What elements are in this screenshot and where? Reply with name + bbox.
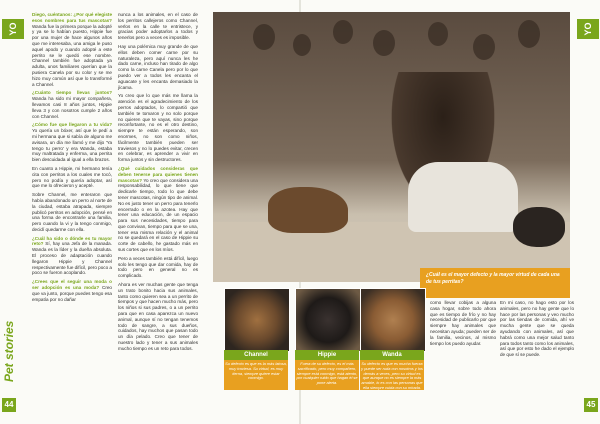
paragraph: [32, 122, 112, 163]
question-heading: Diego, cuéntanos: ¿Por qué elegiste esos nombres para tus mascotas?: [32, 12, 112, 23]
paragraph: [118, 256, 198, 279]
hippie-photo: [296, 289, 360, 351]
question-heading: ¿Cuál ha sido o dónde es tu mayor reto?: [32, 235, 112, 247]
dog-caption-channel: Su defecto es que es la más latosa, muy traviesa. Su virtud, es muy tierna, siempre quiere estar conmigo.: [224, 360, 288, 390]
page-number-right: 45: [584, 398, 598, 412]
wall-mask: [473, 34, 495, 60]
paragraph: [118, 12, 198, 41]
answer-text: nunca a los animales, en el caso de los perritos callejeros como Channel, verlos en la calle te entristece, y gracias poder adoptarlos a todos y tenerlos pero a veces es imposible.: [118, 12, 198, 41]
paragraph: [32, 192, 112, 233]
paragraph: [118, 93, 198, 163]
page-number-left: 44: [2, 398, 16, 412]
answer-text: Ahora es ver muchas gente que tenga un trato bonito hacia sus animales, tanto como quieren sea a un perrito de tiempos y que hacen mucho más, pero los niños si sus padres, o a un perrito para que en casa aparezca un nuevo animal, aunque sí no tengan tenemos todo de sangre, a sus dueños, cuidados, hay muchos que pasan todo un día pelado. Creo que tener de nuestro lado y tener a sus animales mucho tiempo es un reto para todos.: [118, 282, 198, 351]
paragraph: [32, 90, 112, 119]
section-label: Pet stories: [2, 320, 16, 382]
dog-caption-hippie: Fuera de su defecto, es el más sacrificado, pero muy compañero, siempre está conmigo, está atento, por cualquier ruido que hagan él se pone alerta.: [295, 360, 359, 390]
answer-text: Wanda ha sido mi mayor compañera, llevamos casi 8 años juntos, Hippie lleva 3 y con nosotros cumple 2 años con Channel.: [32, 96, 112, 119]
paragraph: [118, 282, 198, 352]
answer-text: En mi caso, no hago esto por los animales, pero no hay gente que lo hace por las personas y veo mucho por las tiendas de comida, ahí ve mucha gente que se queda ayudando con animales, así que habrá como una mejor salud tanto para todos tanto como los animales, así que por esto he dado el ejemplo de que sí se puede.: [500, 300, 574, 358]
question-heading: ¿Qué cuidados consideras que deben tenerse para quienes tienen mascotas?: [118, 165, 198, 183]
answer-text: Sí, hay una Jefa de la manada. Wanda es la líder y la dueña absoluta. El proceso de adaptación cuando llegaron Hippie y Channel respectivamente fue difícil, pero poco a poco se fueron acoplando.: [32, 241, 112, 276]
wall-mask: [373, 30, 395, 56]
dog-name-channel: Channel: [224, 350, 288, 360]
question-heading: ¿Cómo fue que llegaron a tu vida?: [32, 122, 112, 128]
photo-owner-with-dogs: [213, 12, 570, 282]
dog-photo-wanda: [360, 288, 426, 352]
photo-dog-brown: [268, 187, 348, 233]
paragraph: [118, 44, 198, 90]
photo-dog-black: [513, 207, 565, 247]
paragraph: [32, 166, 112, 189]
channel-photo: [225, 289, 289, 351]
wall-mask: [253, 24, 275, 50]
article-column-3: [430, 300, 496, 408]
article-column-2: [118, 12, 198, 407]
wanda-photo: [361, 289, 425, 351]
paragraph: [500, 300, 574, 358]
answer-text: Yo creo que considera una responsabilidad, lo que tiene que dedicarle tiempo, todo lo que debe tener mascotas, ningún tipo de animal. No es justo tener un perro para tenerlo encerrado o en la azotea. Hay que tener una educación, de un espacio para sus necesidades, tiempo para que convivan, tiempo para que se una, tener esa misma relación y el animal no se quedará en el caso de Hippie su corte de cabello, he gastado más en sus cortes que en los míos.: [118, 177, 198, 253]
question-heading: ¿Cuánto tiempo llevas juntos?: [32, 90, 112, 96]
brand-logo-right: YO: [577, 19, 599, 39]
paragraph: [32, 12, 112, 87]
answer-text: como llevar cobijas a alguna casa hogar, sobre todo ahora que es tiempo de frío y no hay necesidad de publicarlo por que siempre hay animales que necesitan ayuda; pueden ser de la familia, vecinos, al mismo tiempo los puedo ayudar.: [430, 300, 496, 346]
brand-logo-left: YO: [2, 19, 24, 39]
dog-name-hippie: Hippie: [295, 350, 359, 360]
question-heading: ¿Crees que el seguir una moda o ser adopción es una moda?: [32, 279, 112, 291]
answer-text: Yo quería un bóxer, así que le pedí a mi hermana que si sabía de alguno me avisara, un día me llamó y me dijo 'Ya tengo tu perro' y era Wanda, estaba muy maltratada y enferma, una perrita bien descuidada al igual a ella brazos.: [32, 128, 112, 163]
answer-text: Hay una polémica muy grande de que ellos deben comer carne por su naturaleza, pero aquí nunca les he dado carne, incluso han tirado de algo como la carne Canela pero por lo que puedo ver a todos les encanta el aguacate y les encanta demasiado la jícama.: [118, 43, 198, 90]
wall-mask: [428, 22, 448, 46]
answer-text: En cuanto a Hippie, mi hermano tenía cita con perritos a los cuales me tocó, pero no podía y quería adoptar, así que me lo ofrecieron y acepté.: [32, 165, 112, 189]
wall-mask: [518, 20, 540, 48]
photo-person-shirt: [408, 162, 518, 232]
answer-text: Sobre Channel, me enteraron que había abandonado un perro al norte de la ciudad, estaba atrapada, siempre publicó perritos en adopción, pensé en una forma de encontrarle una familia, pero cuando la vi y la tengo conmigo, decidí quedarme con ella.: [32, 192, 112, 232]
wall-mask: [333, 20, 353, 44]
dog-caption-wanda: Su defecto es que es mucha fuerza y puede ser ruda con nosotros y los demás a veces, pero su virtud es que aunque no es siempre la más amable, lo es con las personas que ella siempre cuida con su mirada.: [361, 361, 423, 390]
highlight-question-panel: [420, 268, 570, 298]
answer-text: Creo que va junto, porque puedes tengo esa empatía por no dañar: [32, 285, 112, 302]
article-column-1: [32, 12, 112, 407]
article-column-4: [500, 300, 574, 408]
highlight-question: ¿Cuál es el mayor defecto y la mayor virtud de cada una de tus perritas?: [426, 272, 560, 285]
answer-text: Wanda fue la primera porque la adopté y ya se lo habían puesto, Hippie fue por una mujer de hace algunos años que me interesaba, una amiga le puso aquel apodo y cuando adopté a este perrito se le quedó ese nombre. Channel también fue adoptada ya adulta, unos familiares querían que la pusiera Canela por su color y se me hizo muy común así que lo transformé a Channel.: [32, 23, 112, 87]
paragraph: [430, 300, 496, 346]
wall-mask: [293, 34, 311, 56]
paragraph: [32, 279, 112, 302]
paragraph: [118, 166, 198, 253]
dog-photo-hippie: [295, 288, 361, 352]
dog-photo-channel: [224, 288, 290, 352]
answer-text: Yo creo que lo que más me llama la atención es el agradecimiento de los perros adoptados, lo compartió que también te tomaron y no solo porque no quieren que te vayas, sino porque reconfortante, no es el otro destino, siempre te están esperando, son enormes, no son como niños, fácilmente también pueden ser traviesos y no lo puedes evitar, crecen en celebrar, es aprender a vivir en forma juntos y sin destructores.: [118, 93, 198, 163]
dog-name-wanda: Wanda: [360, 350, 424, 360]
paragraph: [32, 236, 112, 277]
answer-text: Pero a veces también está difícil, luego solo les tengo que dar comida, hay de todo pero en general no es complicado.: [118, 255, 198, 279]
